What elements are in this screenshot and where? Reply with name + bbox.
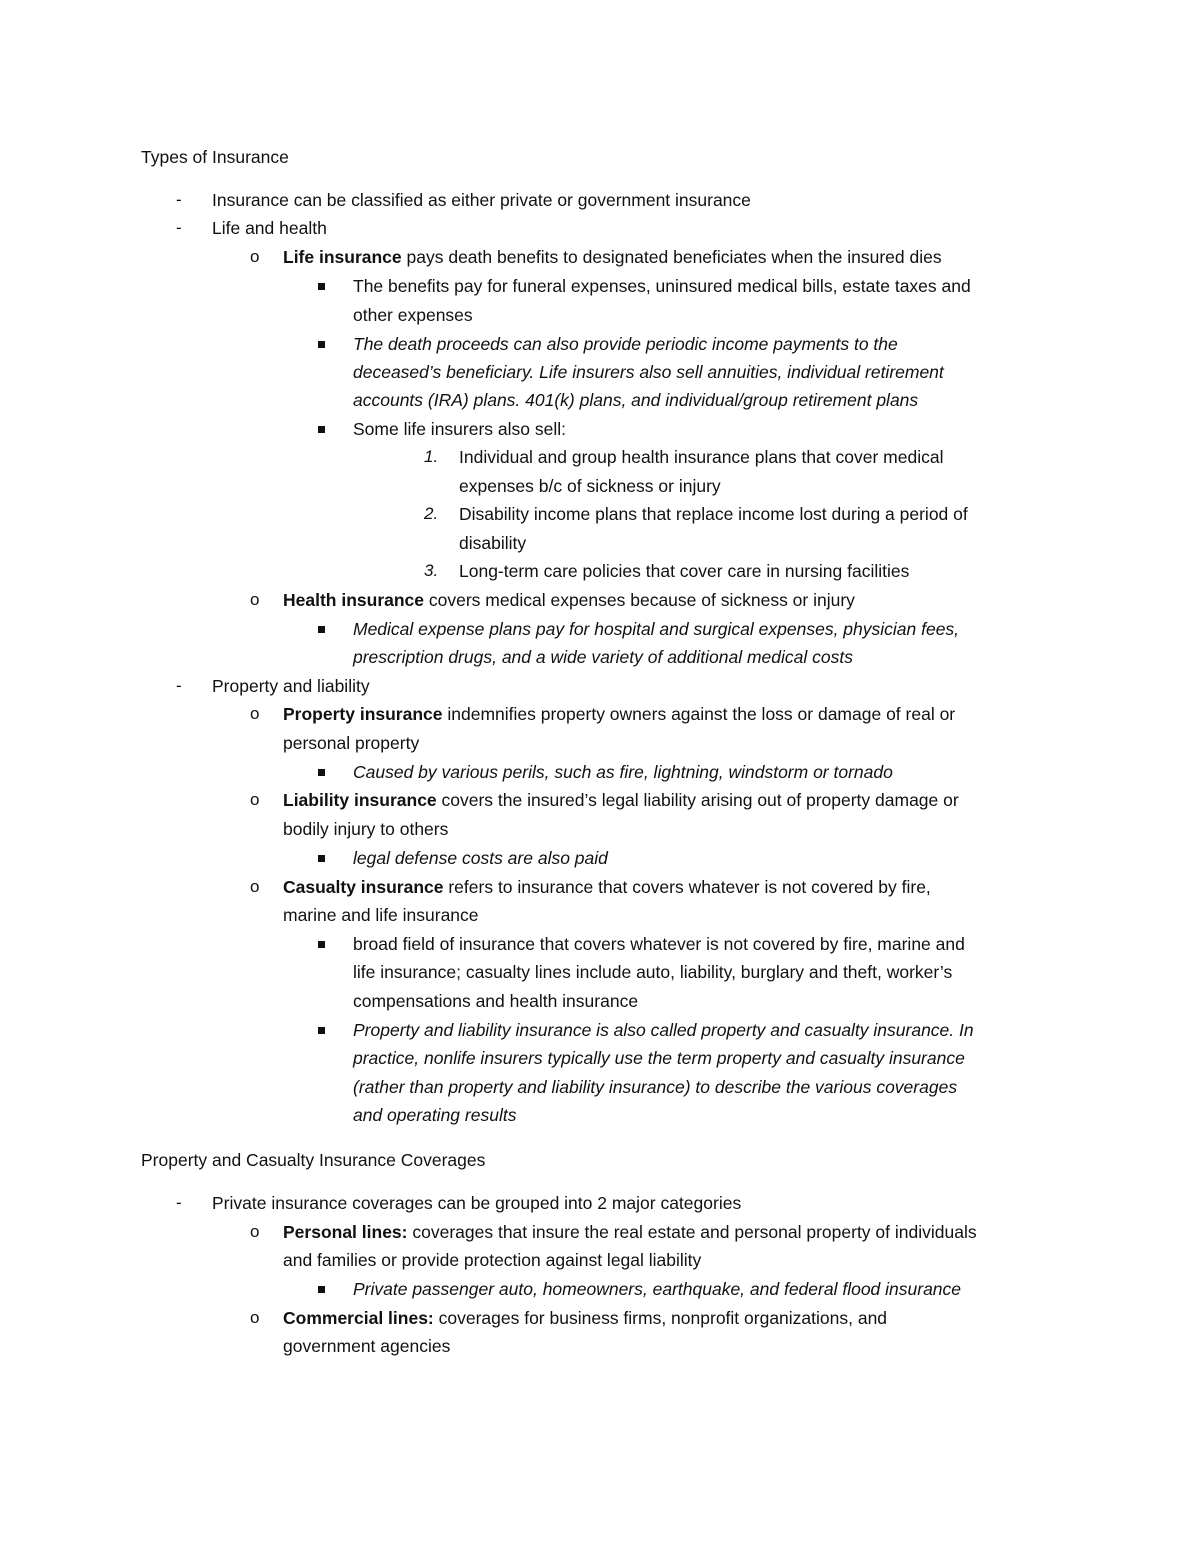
term-label: Commercial lines: — [283, 1308, 434, 1328]
circle-bullet: o — [250, 590, 260, 609]
term-description: coverages for business firms, nonprofit organizations, and — [433, 1308, 888, 1328]
list-item-line: broad field of insurance that covers whatever is not covered by fire, marine and — [353, 934, 965, 954]
list-item-line — [283, 1222, 977, 1242]
circle-bullet: o — [250, 790, 260, 809]
circle-bullet: o — [250, 247, 260, 266]
term-description: covers the insured’s legal liability arising out of property damage or — [436, 790, 959, 810]
list-item: Life and health — [212, 218, 327, 238]
list-item-line: and operating results — [353, 1105, 517, 1125]
term-label: Liability insurance — [283, 790, 437, 810]
list-item-line: marine and life insurance — [283, 905, 479, 925]
list-item-line: expenses b/c of sickness or injury — [459, 476, 721, 496]
section-heading: Property and Casualty Insurance Coverages — [141, 1150, 486, 1170]
list-item-line: Medical expense plans pay for hospital and surgical expenses, physician fees, — [353, 619, 960, 639]
circle-bullet: o — [250, 1308, 260, 1327]
square-bullet-icon — [318, 1286, 325, 1293]
dash-bullet: - — [176, 190, 182, 209]
list-item-line: Disability income plans that replace income lost during a period of — [459, 504, 968, 524]
list-item-line: Property and liability insurance is also called property and casualty insurance. In — [353, 1020, 974, 1040]
list-item-line — [283, 704, 955, 724]
square-bullet-icon — [318, 341, 325, 348]
square-bullet-icon — [318, 769, 325, 776]
list-item-line — [283, 790, 959, 810]
dash-bullet: - — [176, 218, 182, 237]
list-item-line: and families or provide protection against legal liability — [283, 1250, 702, 1270]
term-label: Health insurance — [283, 590, 425, 610]
list-number: 3. — [424, 561, 439, 580]
term-description: covers medical expenses because of sickness or injury — [424, 590, 855, 610]
list-item — [283, 247, 942, 267]
square-bullet-icon — [318, 1027, 325, 1034]
list-item-line: government agencies — [283, 1336, 451, 1356]
list-item: Some life insurers also sell: — [353, 419, 566, 439]
list-item-line: other expenses — [353, 305, 473, 325]
list-item-line: Long-term care policies that cover care in nursing facilities — [459, 561, 910, 581]
list-item — [283, 590, 855, 610]
term-label: Life insurance — [283, 247, 402, 267]
square-bullet-icon — [318, 283, 325, 290]
list-item-line: bodily injury to others — [283, 819, 449, 839]
term-label: Property insurance — [283, 704, 443, 724]
list-item: Private passenger auto, homeowners, earthquake, and federal flood insurance — [353, 1279, 962, 1299]
list-item-line: personal property — [283, 733, 420, 753]
list-item-line: Individual and group health insurance plans that cover medical — [459, 447, 944, 467]
list-item: legal defense costs are also paid — [353, 848, 608, 868]
section-heading: Types of Insurance — [141, 147, 289, 167]
list-item-line: The benefits pay for funeral expenses, uninsured medical bills, estate taxes and — [353, 276, 971, 296]
list-item-line: deceased’s beneficiary. Life insurers also sell annuities, individual retirement — [353, 362, 944, 382]
term-description: coverages that insure the real estate and personal property of individuals — [407, 1222, 977, 1242]
list-item: Caused by various perils, such as fire, lightning, windstorm or tornado — [353, 762, 893, 782]
list-item-line: The death proceeds can also provide periodic income payments to the — [353, 334, 898, 354]
list-item-line: life insurance; casualty lines include auto, liability, burglary and theft, worker’s — [353, 962, 953, 982]
list-number: 2. — [424, 504, 439, 523]
list-item-line: (rather than property and liability insurance) to describe the various coverages — [353, 1077, 958, 1097]
square-bullet-icon — [318, 626, 325, 633]
list-item-line: disability — [459, 533, 527, 553]
list-item-line: compensations and health insurance — [353, 991, 639, 1011]
list-item: Property and liability — [212, 676, 370, 696]
list-item-line — [283, 877, 931, 897]
square-bullet-icon — [318, 941, 325, 948]
list-item: Private insurance coverages can be grouped into 2 major categories — [212, 1193, 742, 1213]
term-label: Casualty insurance — [283, 877, 444, 897]
term-description: pays death benefits to designated beneficiates when the insured dies — [401, 247, 942, 267]
circle-bullet: o — [250, 1222, 260, 1241]
square-bullet-icon — [318, 855, 325, 862]
list-item: Insurance can be classified as either private or government insurance — [212, 190, 751, 210]
list-item-line: practice, nonlife insurers typically use the term property and casualty insurance — [353, 1048, 965, 1068]
list-item-line: accounts (IRA) plans. 401(k) plans, and individual/group retirement plans — [353, 390, 919, 410]
term-label: Personal lines: — [283, 1222, 408, 1242]
list-item-line: prescription drugs, and a wide variety of additional medical costs — [353, 647, 853, 667]
dash-bullet: - — [176, 1193, 182, 1212]
square-bullet-icon — [318, 426, 325, 433]
dash-bullet: - — [176, 676, 182, 695]
list-item-line — [283, 1308, 887, 1328]
term-description: indemnifies property owners against the loss or damage of real or — [442, 704, 956, 724]
list-number: 1. — [424, 447, 439, 466]
circle-bullet: o — [250, 877, 260, 896]
circle-bullet: o — [250, 704, 260, 723]
term-description: refers to insurance that covers whatever is not covered by fire, — [443, 877, 931, 897]
